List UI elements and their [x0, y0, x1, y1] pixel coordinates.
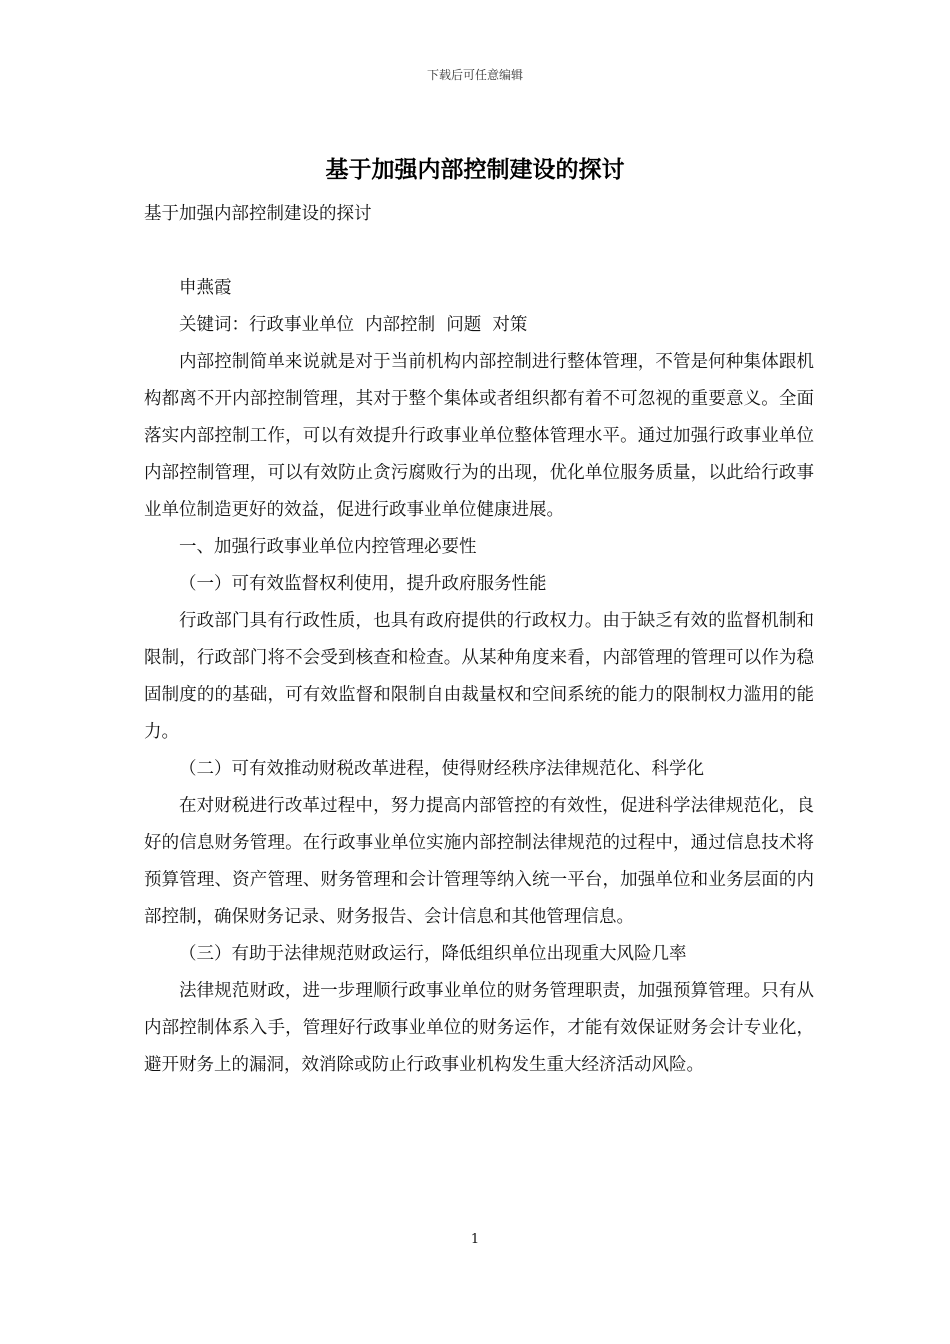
subtitle: 基于加强内部控制建设的探讨 — [144, 204, 372, 224]
document-body — [144, 196, 814, 1084]
section-heading-1: 一、加强行政事业单位内控管理必要性 — [179, 537, 477, 557]
page-header: 下载后可任意编辑 — [426, 68, 523, 82]
document-title: 基于加强内部控制建设的探讨 — [325, 156, 625, 183]
author: 申燕霞 — [179, 278, 232, 298]
subsection-heading-3: （三）有助于法律规范财政运行，降低组织单位出现重大风险几率 — [179, 944, 687, 964]
subsection-paragraph-1: 行政部门具有行政性质，也具有政府提供的行政权力。由于缺乏有效的监督机制和限制，行政部门将不会受到核查和检查。从某种角度来看，内部管理的管理可以作为稳固制度的的基础，可有效监督和限制自由裁量权和空间系统的能力的限制权力滥用的能力。 — [144, 611, 814, 742]
subsection-heading-1: （一）可有效监督权利使用，提升政府服务性能 — [179, 574, 547, 594]
page-number: 1 — [470, 1232, 480, 1247]
subsection-heading-2: （二）可有效推动财税改革进程，使得财经秩序法律规范化、科学化 — [179, 759, 704, 779]
subsection-paragraph-2: 在对财税进行改革过程中，努力提高内部管控的有效性，促进科学法律规范化，良好的信息财务管理。在行政事业单位实施内部控制法律规范的过程中，通过信息技术将预算管理、资产管理、财务管理和会计管理等纳入统一平台，加强单位和业务层面的内部控制，确保财务记录、财务报告、会计信息和其他管理信息。 — [144, 796, 814, 927]
spacer — [144, 233, 814, 270]
keywords: 关键词：行政事业单位 内部控制 问题 对策 — [179, 315, 528, 335]
subsection-paragraph-3: 法律规范财政，进一步理顺行政事业单位的财务管理职责，加强预算管理。只有从内部控制体系入手，管理好行政事业单位的财务运作，才能有效保证财务会计专业化，避开财务上的漏洞，效消除或防止行政事业机构发生重大经济活动风险。 — [144, 981, 814, 1075]
intro-paragraph: 内部控制简单来说就是对于当前机构内部控制进行整体管理，不管是何种集体跟机构都离不开内部控制管理，其对于整个集体或者组织都有着不可忽视的重要意义。全面落实内部控制工作，可以有效提升行政事业单位整体管理水平。通过加强行政事业单位内部控制管理，可以有效防止贪污腐败行为的出现，优化单位服务质量，以此给行政事业单位制造更好的效益，促进行政事业单位健康进展。 — [144, 352, 814, 520]
